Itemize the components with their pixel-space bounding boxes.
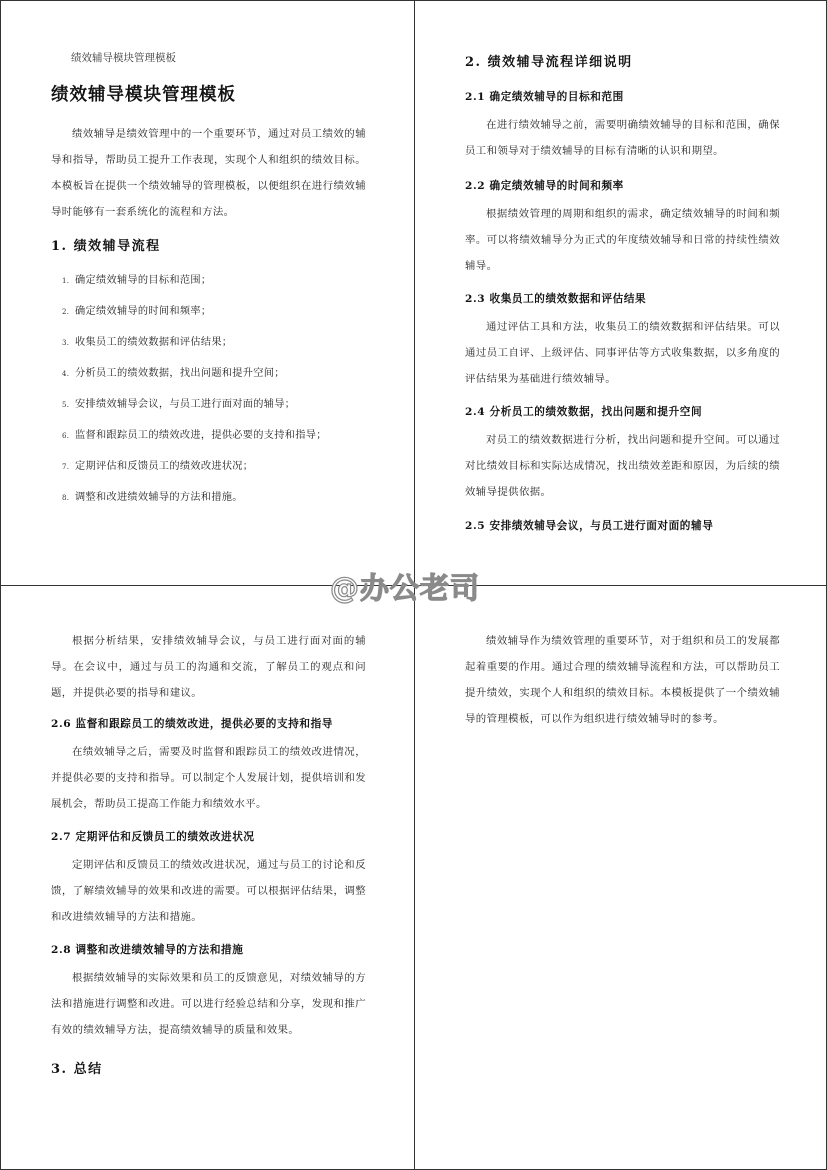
subsection-heading: 2.8 调整和改进绩效辅导的方法和措施 xyxy=(51,944,244,956)
paragraph: 根据绩效辅导的实际效果和员工的反馈意见，对绩效辅导的方法和措施进行调整和改进。可以进行经验总结和分享，发现和推广有效的绩效辅导方法，提高绩效辅导的质量和效果。 xyxy=(51,972,366,1036)
paragraph: 通过评估工具和方法，收集员工的绩效数据和评估结果。可以通过员工自评、上级评估、同事评估等方式收集数据，以多角度的评估结果为基础进行绩效辅导。 xyxy=(465,321,780,385)
subsection-heading: 2.1 确定绩效辅导的目标和范围 xyxy=(465,91,624,103)
list-item: 3. 收集员工的绩效数据和评估结果； xyxy=(62,337,233,348)
paragraph: 定期评估和反馈员工的绩效改进状况，通过与员工的讨论和反馈，了解绩效辅导的效果和改进的需要。可以根据评估结果，调整和改进绩效辅导的方法和措施。 xyxy=(51,859,366,923)
list-item: 2. 确定绩效辅导的时间和频率； xyxy=(62,306,212,317)
paragraph: 根据绩效管理的周期和组织的需求，确定绩效辅导的时间和频率。可以将绩效辅导分为正式的年度绩效辅导和日常的持续性绩效辅导。 xyxy=(465,208,780,272)
subsection-heading: 2.3 收集员工的绩效数据和评估结果 xyxy=(465,293,647,305)
list-item: 1. 确定绩效辅导的目标和范围； xyxy=(62,275,212,286)
section-3-heading: 3. 总结 xyxy=(51,1062,103,1077)
paragraph: 在绩效辅导之后，需要及时监督和跟踪员工的绩效改进情况，并提供必要的支持和指导。可以制定个人发展计划，提供培训和发展机会，帮助员工提高工作能力和绩效水平。 xyxy=(51,746,366,810)
document-title: 绩效辅导模块管理模板 xyxy=(51,85,236,105)
paragraph: 根据分析结果，安排绩效辅导会议，与员工进行面对面的辅导。在会议中，通过与员工的沟通和交流，了解员工的观点和问题，并提供必要的指导和建议。 xyxy=(51,635,366,699)
subsection-heading: 2.5 安排绩效辅导会议，与员工进行面对面的辅导 xyxy=(465,520,714,532)
list-item: 6. 监督和跟踪员工的绩效改进，提供必要的支持和指导； xyxy=(62,430,327,441)
running-header: 绩效辅导模块管理模板 xyxy=(71,52,176,64)
paragraph: 对员工的绩效数据进行分析，找出问题和提升空间。可以通过对比绩效目标和实际达成情况，找出绩效差距和原因，为后续的绩效辅导提供依据。 xyxy=(465,434,780,498)
section-2-heading: 2. 绩效辅导流程详细说明 xyxy=(465,55,633,70)
list-item: 4. 分析员工的绩效数据，找出问题和提升空间； xyxy=(62,368,285,379)
paragraph: 在进行绩效辅导之前，需要明确绩效辅导的目标和范围，确保员工和领导对于绩效辅导的目标有清晰的认识和期望。 xyxy=(465,119,780,157)
subsection-heading: 2.7 定期评估和反馈员工的绩效改进状况 xyxy=(51,831,255,843)
subsection-heading: 2.6 监督和跟踪员工的绩效改进，提供必要的支持和指导 xyxy=(51,718,333,730)
subsection-heading: 2.4 分析员工的绩效数据，找出问题和提升空间 xyxy=(465,406,703,418)
list-item: 8. 调整和改进绩效辅导的方法和措施。 xyxy=(62,492,243,503)
watermark-text: @办公老司 xyxy=(330,571,481,605)
subsection-heading: 2.2 确定绩效辅导的时间和频率 xyxy=(465,180,624,192)
section-1-heading: 1. 绩效辅导流程 xyxy=(51,239,161,254)
summary-paragraph: 绩效辅导作为绩效管理的重要环节，对于组织和员工的发展都起着重要的作用。通过合理的绩效辅导流程和方法，可以帮助员工提升绩效，实现个人和组织的绩效目标。本模板提供了一个绩效辅导的管理模板，可以作为组织进行绩效辅导时的参考。 xyxy=(465,635,780,725)
list-item: 5. 安排绩效辅导会议，与员工进行面对面的辅导； xyxy=(62,399,296,410)
list-item: 7. 定期评估和反馈员工的绩效改进状况； xyxy=(62,461,254,472)
intro-paragraph: 绩效辅导是绩效管理中的一个重要环节，通过对员工绩效的辅导和指导，帮助员工提升工作表现，实现个人和组织的绩效目标。本模板旨在提供一个绩效辅导的管理模板，以便组织在进行绩效辅导时能够有一套系统化的流程和方法。 xyxy=(51,128,366,218)
